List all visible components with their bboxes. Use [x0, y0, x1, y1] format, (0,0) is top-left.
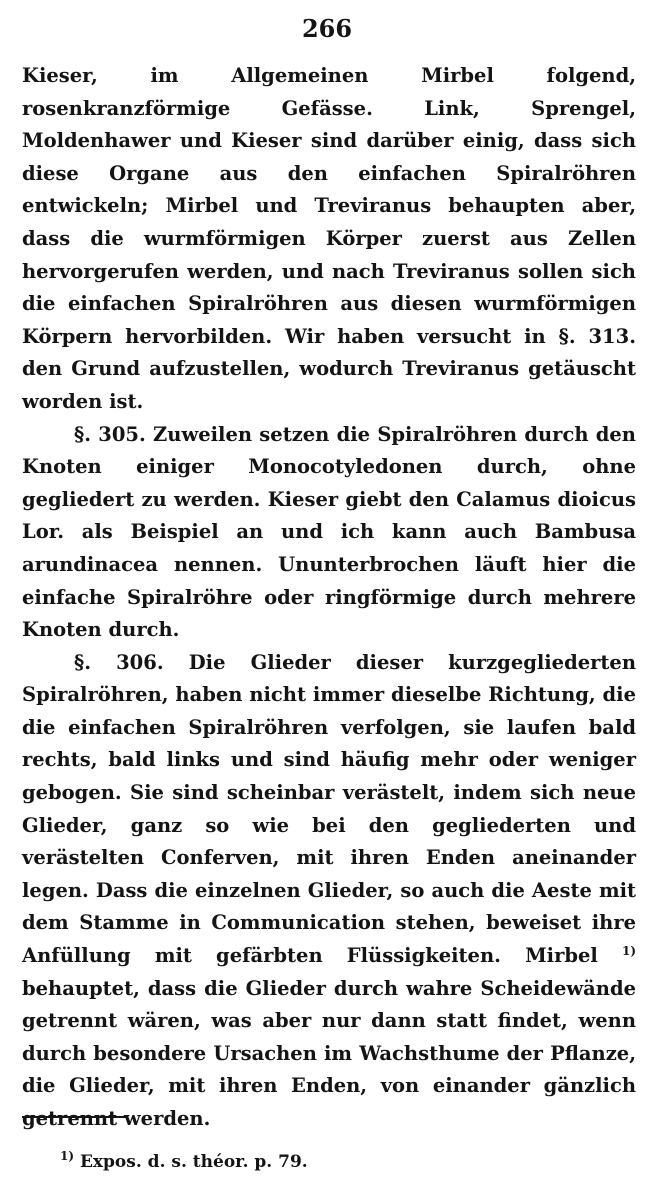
footnote-text: Expos. d. s. théor. p. 79. [79, 1152, 308, 1172]
paragraph-text: Zuweilen setzen die Spiralröhren durch den Knoten einiger Monocotyledonen durch, ohne gegliedert zu werden. Kieser giebt den Calamus dioicus Lor. als Beispiel an und ich kann auch Bambusa arundinacea nennen. Ununterbrochen läuft hier die einfache Spiralröhre oder ringförmige durch mehrere Knoten durch. [22, 422, 636, 642]
body-text [22, 60, 636, 1136]
footnote-reference: 1) [621, 944, 636, 959]
paragraph-continuation [22, 60, 636, 419]
paragraph-text: Kieser, im Allgemeinen Mirbel folgend, rosenkranzförmige Gefässe. Link, Sprengel, Moldenhawer und Kieser sind darüber einig, dass sich diese Organe aus den einfachen Spiralröhren entwickeln; Mirbel und Treviranus behaupten aber, dass die wurmförmigen Körper zuerst aus Zellen hervorgerufen werden, und nach Treviranus sollen sich die einfachen Spiralröhren aus diesen wurmförmigen Körpern hervorbilden. Wir haben versucht in §. 313. den Grund aufzustellen, wodurch Treviranus getäuscht worden ist. [22, 64, 636, 413]
paragraph-text: Die Glieder dieser kurzgegliederten Spiralröhren, haben nicht immer dieselbe Richtung, die die einfachen Spiralröhren verfolgen, sie laufen bald rechts, bald links und sind häufig mehr oder weniger gebogen. Sie sind scheinbar verästelt, indem sich neue Glieder, ganz so wie bei den gegliederten und verästelten Conferven, mit ihren Enden aneinander legen. Dass die einzelnen Glieder, so auch die Aeste mit dem Stamme in Communication stehen, beweiset ihre Anfüllung mit gefärbten Flüssigkeiten. Mirbel [22, 650, 636, 968]
footnote [60, 1150, 308, 1174]
footnote-marker: 1) [60, 1149, 75, 1163]
footnote-divider [22, 1116, 126, 1118]
paragraph-text: behauptet, dass die Glieder durch wahre Scheidewände getrennt wären, was aber nur dann statt findet, wenn durch besondere Ursachen im Wachsthume der Pflanze, die Glieder, mit ihren Enden, von einander gänzlich getrennt werden. [22, 976, 636, 1130]
section-number: §. 305. [74, 422, 146, 446]
paragraph-section-305 [22, 419, 636, 647]
section-number: §. 306. [74, 650, 164, 674]
paragraph-section-306 [22, 647, 636, 1136]
page-number: 266 [301, 14, 353, 43]
